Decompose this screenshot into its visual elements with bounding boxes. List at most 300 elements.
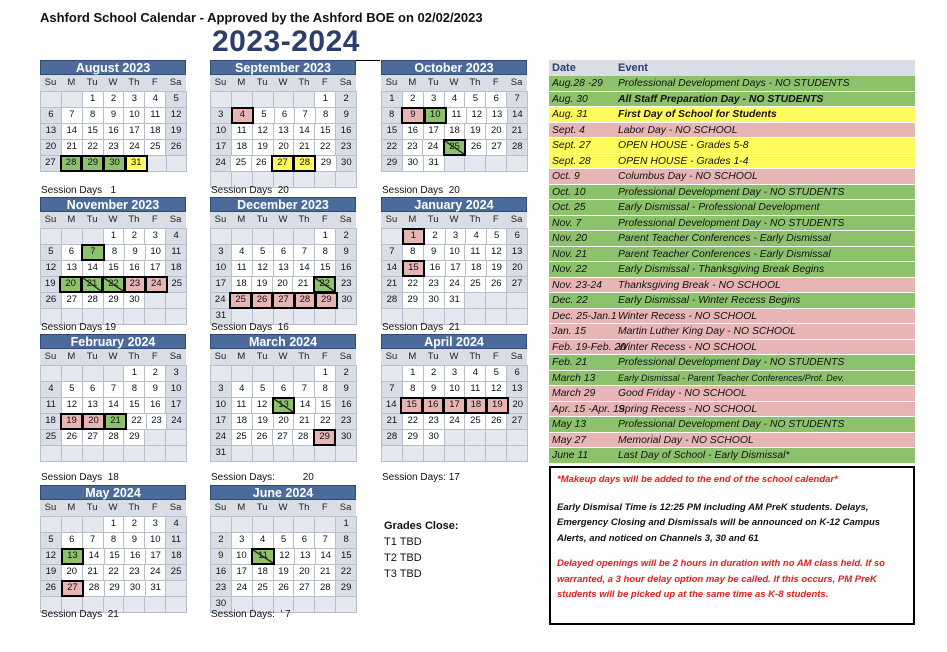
week-row (381, 155, 527, 171)
week-row (40, 516, 186, 532)
day-cell: 18 (165, 260, 187, 277)
day-cell: 3 (231, 532, 253, 549)
empty-day-cell (444, 445, 466, 462)
day-cell: 16 (402, 123, 424, 140)
empty-day-cell (273, 516, 295, 533)
day-cell: 19 (252, 413, 274, 430)
empty-day-cell (82, 445, 104, 462)
legend-event: Columbus Day - NO SCHOOL (618, 171, 758, 182)
day-cell: 17 (145, 548, 167, 565)
day-cell: 27 (506, 413, 528, 430)
month-calendar (381, 60, 527, 171)
day-cell: 22 (314, 139, 336, 156)
day-cell: 24 (123, 139, 145, 156)
legend-date: Nov. 20 (552, 233, 588, 244)
week-row (40, 139, 186, 155)
day-cell: 20 (506, 260, 528, 277)
day-cell: 19 (40, 276, 60, 293)
weekday-label: Su (385, 214, 398, 225)
day-cell: 5 (40, 532, 62, 549)
week-row (210, 244, 356, 260)
weekday-label: W (449, 214, 459, 225)
weekday-label: F (492, 351, 499, 362)
empty-day-cell (464, 155, 486, 172)
day-cell: 26 (61, 429, 83, 446)
empty-day-cell (144, 308, 166, 325)
day-cell: 19 (165, 123, 187, 140)
day-cell: 17 (210, 276, 232, 293)
day-cell: 30 (124, 580, 146, 597)
week-row (40, 532, 186, 548)
day-cell: 12 (485, 244, 507, 261)
day-cell: 14 (293, 123, 315, 140)
day-cell: 9 (401, 107, 424, 124)
legend-date: March 29 (552, 388, 596, 399)
weekday-label: Tu (256, 214, 268, 225)
empty-day-cell (61, 228, 83, 245)
day-cell: 10 (231, 548, 253, 565)
day-cell: 1 (402, 365, 424, 382)
weekday-label: Su (214, 502, 227, 513)
day-cell: 2 (103, 91, 125, 108)
month-title: March 2024 (210, 334, 356, 349)
day-cell: 8 (335, 532, 357, 549)
legend-date: Nov. 21 (552, 248, 588, 260)
day-cell: 6 (61, 244, 83, 261)
day-cell: 25 (464, 276, 486, 293)
day-cell: 19 (486, 397, 508, 414)
day-cell: 9 (335, 244, 357, 261)
legend-date: Feb. 21 (552, 357, 588, 368)
weekday-label: Su (44, 351, 57, 362)
empty-day-cell (335, 171, 357, 188)
day-cell: 3 (165, 365, 187, 382)
legend-row (549, 355, 915, 371)
day-cell: 22 (402, 413, 424, 430)
empty-day-cell (40, 91, 62, 108)
week-row (210, 580, 356, 596)
week-row (210, 413, 356, 429)
day-cell: 29 (81, 155, 104, 172)
day-cell: 31 (210, 445, 232, 462)
empty-day-cell (252, 228, 274, 245)
day-cell: 1 (314, 365, 336, 382)
week-row (40, 429, 186, 445)
weekday-label: F (151, 351, 158, 362)
empty-day-cell (123, 596, 145, 613)
day-cell: 12 (40, 548, 62, 565)
empty-day-cell (314, 308, 336, 325)
weekday-label: Su (214, 351, 227, 362)
day-cell: 7 (294, 107, 316, 124)
day-cell: 20 (82, 413, 105, 430)
legend-date: Nov. 22 (552, 264, 588, 275)
calendar-header-title: Ashford School Calendar - Approved by the Ashford BOE on 02/02/2023 (40, 10, 483, 25)
empty-day-cell (506, 155, 528, 172)
day-cell: 18 (165, 548, 187, 565)
legend-row (549, 138, 915, 154)
day-cell: 31 (444, 292, 466, 309)
legend-event: Early Dismissal - Professional Development (618, 202, 820, 213)
day-cell: 4 (165, 516, 187, 533)
legend-date: Aug. 30 (552, 93, 588, 105)
day-cell: 23 (335, 276, 357, 293)
empty-day-cell (293, 228, 315, 245)
month-title: November 2023 (40, 197, 186, 212)
day-cell: 18 (465, 260, 487, 277)
day-cell: 2 (335, 91, 357, 108)
empty-day-cell (464, 429, 486, 446)
day-cell: 28 (506, 139, 528, 156)
day-cell: 23 (402, 139, 424, 156)
day-cell: 3 (444, 365, 466, 382)
day-cell: 7 (293, 381, 315, 398)
grades-close-section (384, 518, 459, 582)
day-cell: 21 (81, 276, 103, 293)
day-cell: 17 (144, 260, 166, 277)
week-row (210, 429, 356, 445)
legend-date: May 13 (552, 419, 587, 430)
weekday-label: Tu (427, 351, 439, 362)
day-cell: 20 (508, 397, 528, 414)
weekday-label: F (321, 214, 328, 225)
day-cell: 16 (123, 260, 145, 277)
day-cell: 25 (165, 564, 187, 581)
legend-row (549, 76, 915, 92)
empty-day-cell (252, 516, 274, 533)
legend-row (549, 185, 915, 201)
weekday-label: W (278, 351, 288, 362)
day-cell: 5 (485, 365, 507, 382)
day-cell: 10 (145, 244, 167, 261)
weekday-header-row (210, 500, 356, 516)
day-cell: 21 (381, 276, 403, 293)
day-cell: 26 (273, 580, 295, 597)
day-cell: 4 (231, 107, 255, 124)
weekday-label: M (408, 214, 417, 225)
day-cell: 22 (314, 413, 336, 430)
day-cell: 24 (422, 139, 444, 156)
day-cell: 18 (231, 139, 253, 156)
day-cell: 9 (123, 532, 145, 549)
week-row (381, 365, 527, 381)
weekday-label: Sa (169, 77, 182, 88)
day-cell: 21 (314, 564, 336, 581)
day-cell: 18 (144, 123, 166, 140)
legend-date: Sept. 4 (552, 124, 585, 136)
day-cell: 9 (335, 107, 357, 124)
day-cell: 30 (210, 596, 232, 613)
empty-day-cell (273, 445, 295, 462)
week-row (381, 260, 527, 276)
weekday-label: Sa (510, 77, 523, 88)
day-cell: 2 (123, 228, 145, 245)
empty-day-cell (61, 445, 83, 462)
weekday-label: Th (298, 351, 310, 362)
day-cell: 18 (465, 397, 487, 414)
day-cell: 10 (144, 532, 166, 549)
weekday-label: Sa (339, 77, 352, 88)
grades-close-item: T2 TBD (384, 552, 422, 564)
empty-day-cell (381, 228, 403, 245)
legend-event: OPEN HOUSE - Grades 5-8 (618, 140, 749, 151)
day-cell: 9 (103, 107, 125, 124)
weekday-label: F (321, 502, 328, 513)
empty-day-cell (402, 445, 424, 462)
day-cell: 7 (381, 244, 403, 261)
day-cell: 2 (123, 516, 145, 533)
weekday-label: Tu (256, 351, 268, 362)
day-cell: 25 (231, 429, 253, 446)
day-cell: 23 (210, 580, 232, 597)
day-cell: 3 (423, 91, 445, 108)
week-row (40, 365, 186, 381)
day-cell: 29 (315, 292, 337, 309)
day-cell: 8 (402, 244, 424, 261)
empty-day-cell (485, 445, 507, 462)
day-cell: 22 (103, 564, 125, 581)
weekday-label: Sa (169, 502, 182, 513)
day-cell: 17 (210, 413, 232, 430)
session-days-label: Session Days: 20 (211, 472, 314, 483)
empty-day-cell (40, 365, 62, 382)
day-cell: 25 (167, 276, 187, 293)
day-cell: 7 (61, 107, 83, 124)
day-cell: 15 (400, 397, 422, 414)
day-cell: 1 (123, 365, 145, 382)
day-cell: 29 (402, 429, 424, 446)
day-cell: 27 (271, 155, 294, 172)
day-cell: 30 (103, 155, 126, 172)
day-cell: 27 (61, 580, 85, 597)
day-cell: 31 (145, 580, 167, 597)
day-cell: 12 (485, 381, 507, 398)
week-row (40, 580, 186, 596)
weekday-header-row (40, 75, 186, 91)
day-cell: 29 (313, 429, 337, 446)
empty-day-cell (231, 516, 253, 533)
day-cell: 17 (423, 123, 445, 140)
day-cell: 29 (381, 155, 403, 172)
day-cell: 8 (402, 381, 424, 398)
day-cell: 25 (40, 429, 62, 446)
day-cell: 7 (381, 381, 403, 398)
empty-day-cell (252, 365, 274, 382)
day-cell: 27 (40, 155, 61, 172)
day-cell: 14 (103, 397, 125, 414)
day-cell: 26 (251, 292, 273, 309)
day-cell: 12 (466, 107, 487, 124)
legend-date: Apr. 15 -Apr. 19 (552, 403, 625, 415)
day-cell: 19 (251, 276, 273, 293)
empty-day-cell (444, 155, 466, 172)
day-cell: 8 (315, 107, 337, 124)
day-cell: 11 (231, 123, 253, 140)
week-row (40, 397, 186, 413)
day-cell: 20 (273, 139, 295, 156)
dismissal-notice: Early Dismisal Time is 12:25 PM including AM PreK students. Delays, Emergency Closing and Dismissals will be announced on K-12 Campus Alerts, and noticed on Channels 3, 30 and 61 (557, 501, 881, 544)
empty-day-cell (252, 445, 274, 462)
day-cell: 21 (61, 139, 83, 156)
empty-day-cell (231, 91, 253, 108)
legend-event: All Staff Preparation Day - NO STUDENTS (618, 93, 824, 105)
empty-day-cell (165, 445, 187, 462)
day-cell: 22 (402, 276, 424, 293)
day-cell: 28 (381, 292, 403, 309)
day-cell: 2 (424, 228, 446, 245)
day-cell: 7 (81, 244, 105, 261)
day-cell: 6 (506, 365, 528, 382)
day-cell: 15 (123, 397, 145, 414)
weekday-label: M (67, 214, 76, 225)
month-calendar (40, 60, 186, 171)
month-title: February 2024 (40, 334, 186, 349)
day-cell: 16 (424, 260, 446, 277)
legend-row (549, 371, 915, 387)
day-cell: 7 (82, 532, 104, 549)
week-row (210, 381, 356, 397)
weekday-label: Th (298, 502, 310, 513)
month-calendar (210, 60, 356, 187)
day-cell: 18 (231, 276, 253, 293)
week-row (381, 381, 527, 397)
weekday-label: F (321, 351, 328, 362)
empty-day-cell (314, 445, 336, 462)
day-cell: 17 (443, 397, 465, 414)
week-row (381, 445, 527, 461)
grades-close-title: Grades Close: (384, 520, 459, 532)
day-cell: 30 (423, 292, 445, 309)
legend-event: Early Dismissal - Thanksgiving Break Begins (618, 264, 825, 275)
weekday-label: F (151, 502, 158, 513)
empty-day-cell (165, 580, 187, 597)
legend-event: Memorial Day - NO SCHOOL (618, 434, 754, 446)
session-days-label: Session Days 21 (382, 322, 460, 333)
weekday-label: Sa (510, 214, 523, 225)
weekday-label: Th (128, 77, 140, 88)
legend-event: Winter Recess - NO SCHOOL (618, 310, 758, 322)
week-row (210, 548, 356, 564)
week-row (210, 397, 356, 413)
session-days-label: Session Days 21 (41, 609, 119, 620)
day-cell: 4 (144, 91, 166, 108)
day-cell: 11 (231, 260, 253, 277)
day-cell: 21 (293, 139, 315, 156)
day-cell: 2 (210, 532, 232, 549)
empty-day-cell (82, 365, 104, 382)
week-row (210, 123, 356, 139)
day-cell: 24 (444, 413, 466, 430)
weekday-label: W (108, 77, 118, 88)
session-days-label: Session Days 20 (382, 185, 460, 196)
weekday-label: Sa (339, 351, 352, 362)
legend-event: OPEN HOUSE - Grades 1-4 (618, 155, 749, 167)
day-cell: 28 (83, 580, 105, 597)
empty-day-cell (231, 445, 253, 462)
empty-day-cell (144, 429, 166, 446)
weekday-label: Th (298, 77, 310, 88)
day-cell: 21 (292, 276, 314, 293)
week-row (381, 413, 527, 429)
empty-day-cell (273, 91, 295, 108)
day-cell: 28 (293, 155, 316, 172)
week-row (40, 107, 186, 123)
day-cell: 25 (443, 139, 467, 156)
weekday-label: Tu (86, 214, 98, 225)
weekday-label: Sa (510, 351, 523, 362)
day-cell: 23 (146, 413, 167, 430)
day-cell: 2 (402, 91, 424, 108)
empty-day-cell (144, 445, 166, 462)
day-cell: 30 (423, 429, 445, 446)
day-cell: 19 (464, 123, 486, 140)
legend-event: Winter Recess - NO SCHOOL (618, 341, 758, 353)
day-cell: 23 (335, 139, 357, 156)
day-cell: 30 (402, 155, 424, 172)
day-cell: 28 (103, 429, 125, 446)
day-cell: 25 (252, 580, 274, 597)
day-cell: 22 (313, 276, 337, 293)
legend-row (549, 309, 915, 325)
grades-close-item: T3 TBD (384, 568, 422, 580)
legend-event: Professional Development Day - NO STUDENTS (618, 419, 845, 430)
month-calendar (381, 334, 527, 461)
legend-row (549, 278, 915, 294)
week-row (40, 260, 186, 276)
day-cell: 10 (210, 397, 232, 414)
weekday-label: Su (214, 77, 227, 88)
day-cell: 25 (230, 155, 251, 172)
legend-date: Oct. 9 (552, 171, 580, 182)
legend-date: Sept. 28 (552, 155, 591, 167)
day-cell: 7 (293, 244, 315, 261)
week-row (210, 516, 356, 532)
empty-day-cell (444, 429, 466, 446)
empty-day-cell (423, 445, 445, 462)
legend-event: Professional Development Day - NO STUDENTS (618, 217, 845, 229)
day-cell: 8 (381, 107, 402, 124)
weekday-label: Th (128, 351, 140, 362)
weekday-label: Su (44, 214, 57, 225)
day-cell: 27 (486, 139, 508, 156)
empty-day-cell (231, 228, 253, 245)
empty-day-cell (506, 445, 528, 462)
legend-date: Sept. 27 (552, 140, 591, 151)
weekday-label: F (151, 214, 158, 225)
day-cell: 13 (294, 548, 316, 565)
day-cell: 2 (423, 365, 445, 382)
week-row (210, 564, 356, 580)
legend-row (549, 433, 915, 449)
legend-row (549, 169, 915, 185)
day-cell: 18 (252, 564, 274, 581)
day-cell: 4 (231, 381, 253, 398)
day-cell: 15 (82, 123, 104, 140)
empty-day-cell (314, 171, 336, 188)
day-cell: 10 (165, 381, 187, 398)
empty-day-cell (314, 596, 336, 613)
empty-day-cell (82, 228, 104, 245)
day-cell: 21 (506, 123, 528, 140)
delayed-opening-notice: Delayed openings will be 2 hours in duration with no AM class held. If so warranted, a 3 hour delay option may be called. If this occurs, PM PreK students will be picked up at the same time as K-8 students. (557, 558, 885, 600)
weekday-label: Sa (339, 214, 352, 225)
day-cell: 14 (61, 123, 83, 140)
day-cell: 11 (231, 397, 253, 414)
day-cell: 20 (293, 564, 315, 581)
day-cell: 24 (210, 155, 231, 172)
empty-day-cell (165, 292, 187, 309)
legend-row (549, 154, 915, 170)
